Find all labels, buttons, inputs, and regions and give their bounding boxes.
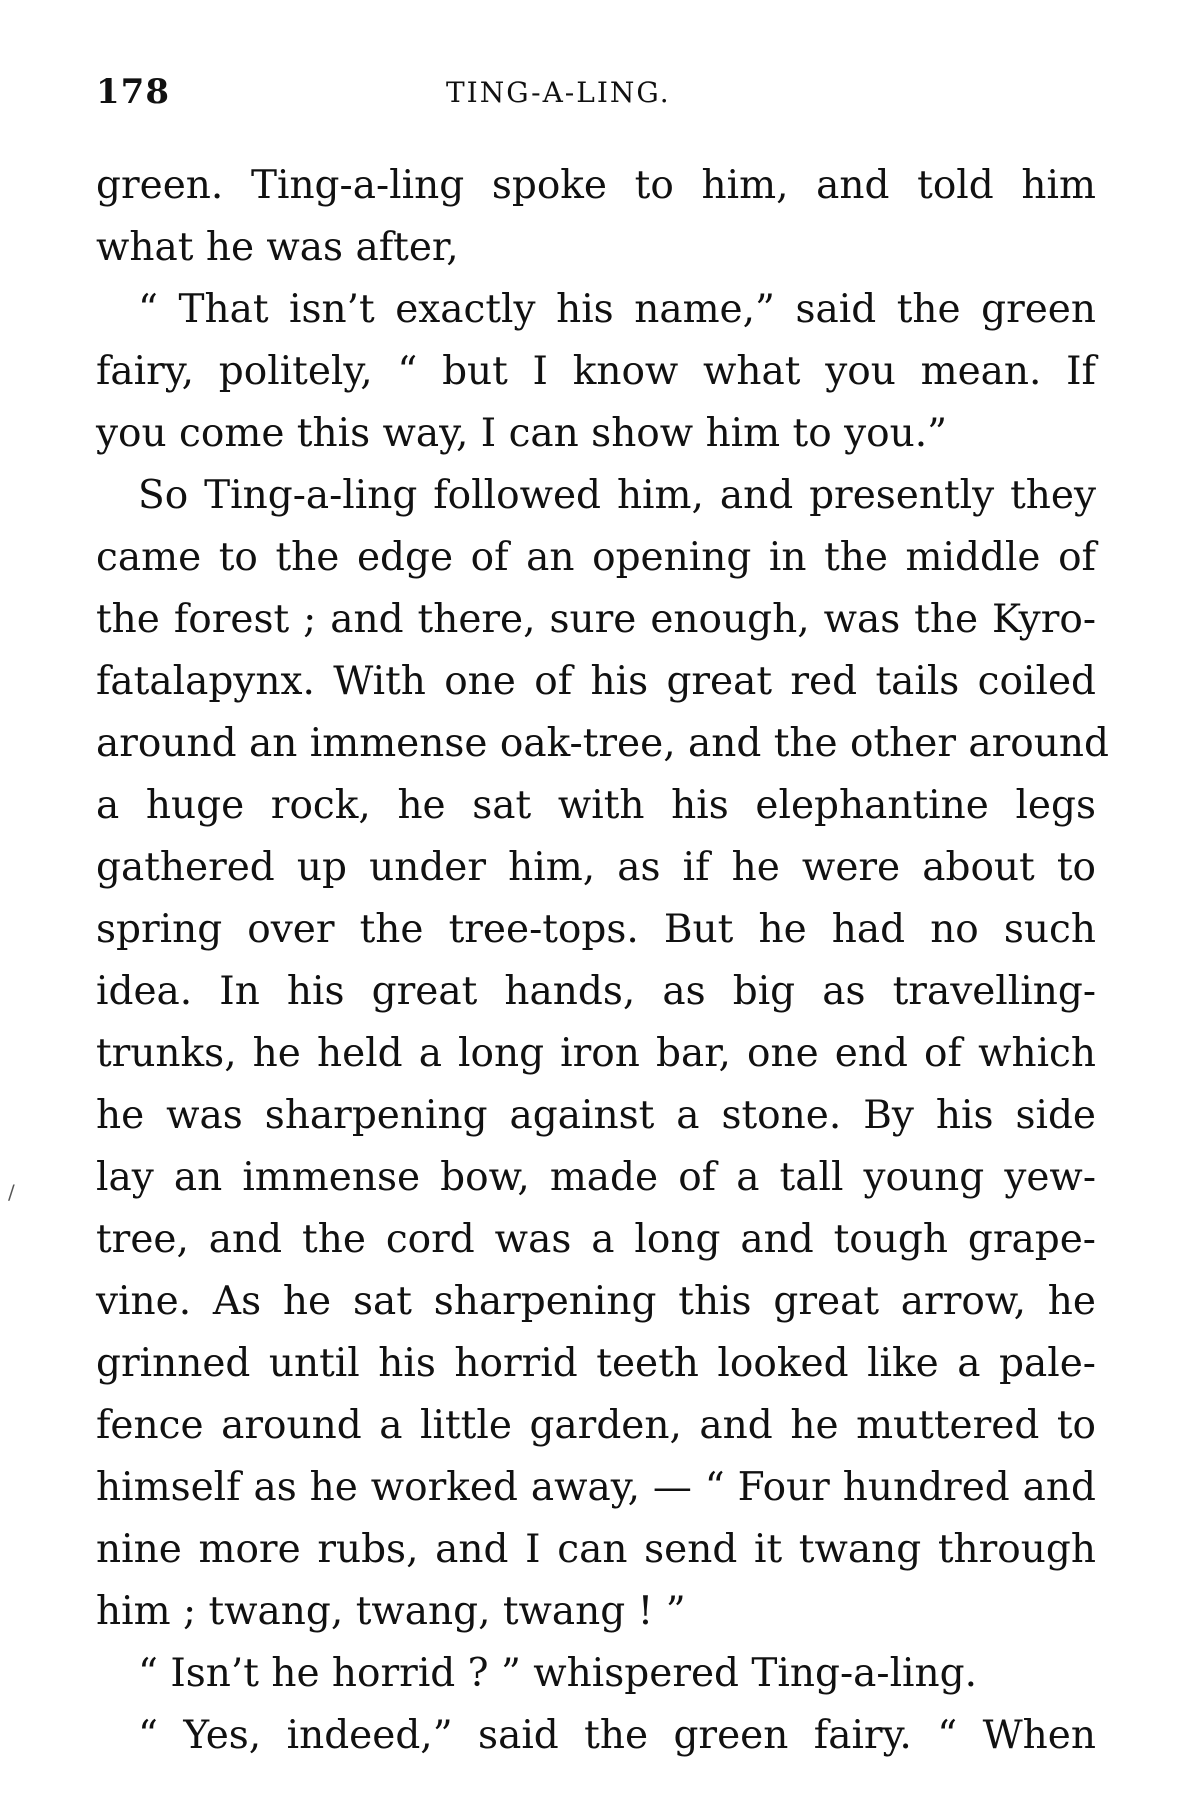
text-line: nine more rubs, and I can send it twang through (96, 1527, 1096, 1572)
text-line: green. Ting-a-ling spoke to him, and told him (96, 163, 1096, 208)
text-line: you come this way, I can show him to you.” (96, 411, 948, 456)
page-number: 178 (96, 72, 170, 112)
text-line: “ Isn’t he horrid ? ” whispered Ting-a-ling. (138, 1651, 978, 1696)
text-line: fence around a little garden, and he muttered to (96, 1403, 1096, 1448)
text-line: grinned until his horrid teeth looked like a pale- (96, 1341, 1096, 1386)
text-line: fatalapynx. With one of his great red tails coiled (96, 659, 1096, 704)
body-text (96, 155, 1109, 1767)
text-line: he was sharpening against a stone. By his side (96, 1093, 1096, 1138)
text-line: idea. In his great hands, as big as travelling- (96, 969, 1096, 1014)
text-line: tree, and the cord was a long and tough grape- (96, 1217, 1096, 1262)
text-line: gathered up under him, as if he were about to (96, 845, 1096, 890)
text-line: a huge rock, he sat with his elephantine legs (96, 783, 1096, 828)
text-line: the forest ; and there, sure enough, was the Kyro- (96, 597, 1096, 642)
text-line: himself as he worked away, — “ Four hundred and (96, 1465, 1096, 1510)
text-line: So Ting-a-ling followed him, and presently they (138, 473, 1096, 518)
text-line: around an immense oak-tree, and the other around (96, 721, 1109, 766)
text-line: him ; twang, twang, twang ! ” (96, 1589, 686, 1634)
text-line: lay an immense bow, made of a tall young yew- (96, 1155, 1096, 1200)
text-line: spring over the tree-tops. But he had no such (96, 907, 1096, 952)
text-line: “ Yes, indeed,” said the green fairy. “ When (138, 1713, 1096, 1758)
page-header (96, 72, 1096, 122)
text-line: trunks, he held a long iron bar, one end of which (96, 1031, 1096, 1076)
text-line: what he was after, (96, 225, 459, 270)
text-line: came to the edge of an opening in the middle of (96, 535, 1096, 580)
stray-pencil-mark: / (8, 1180, 15, 1204)
text-line: fairy, politely, “ but I know what you mean. If (96, 349, 1096, 394)
running-title: TING-A-LING. (446, 76, 671, 109)
text-line: vine. As he sat sharpening this great arrow, he (96, 1279, 1096, 1324)
text-line: “ That isn’t exactly his name,” said the green (138, 287, 1096, 332)
